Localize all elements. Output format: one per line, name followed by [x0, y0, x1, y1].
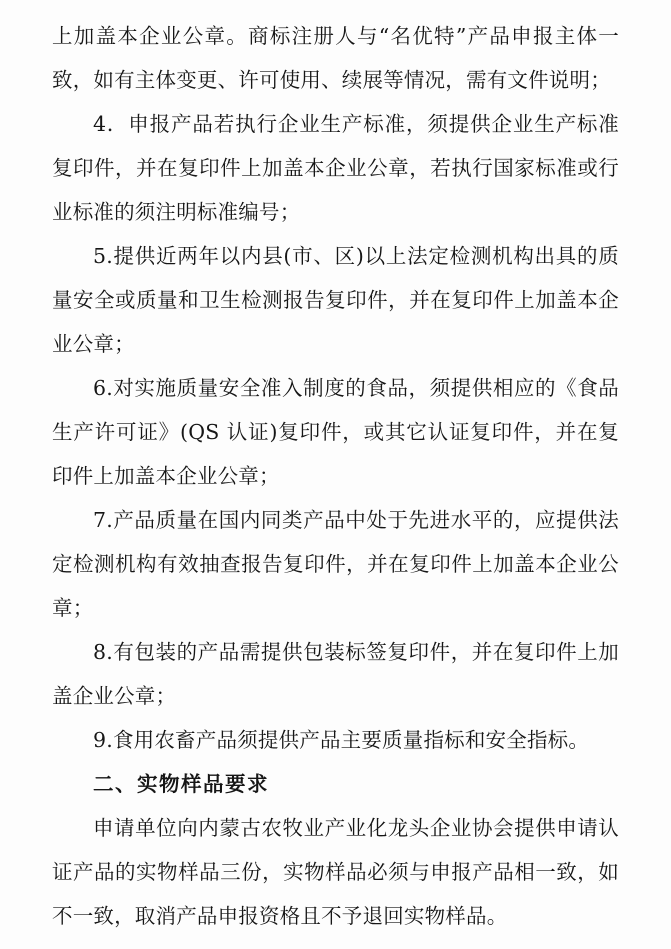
paragraph-item-4: 4．申报产品若执行企业生产标准，须提供企业生产标准复印件，并在复印件上加盖本企业公章，若执行国家标准或行业标准的须注明标准编号；	[52, 112, 619, 224]
paragraph-item-7: 7.产品质量在国内同类产品中处于先进水平的，应提供法定检测机构有效抽查报告复印件，并在复印件上加盖本企业公章；	[52, 508, 619, 620]
paragraph-item-5: 5.提供近两年以内县(市、区)以上法定检测机构出具的质量安全或质量和卫生检测报告复印件，并在复印件上加盖本企业公章；	[52, 244, 619, 356]
paragraph-continued: 上加盖本企业公章。商标注册人与“名优特”产品申报主体一致，如有主体变更、许可使用、续展等情况，需有文件说明；	[52, 24, 619, 92]
paragraph-section-2-body: 申请单位向内蒙古农牧业产业化龙头企业协会提供申请认证产品的实物样品三份，实物样品必须与申报产品相一致，如不一致，取消产品申报资格且不予退回实物样品。	[52, 816, 619, 928]
paragraph-item-9: 9.食用农畜产品须提供产品主要质量指标和安全指标。	[93, 728, 590, 752]
paragraph-item-6: 6.对实施质量安全准入制度的食品，须提供相应的《食品生产许可证》(QS 认证)复印件，或其它认证复印件，并在复印件上加盖本企业公章；	[52, 376, 619, 488]
paragraph-item-8: 8.有包装的产品需提供包装标签复印件，并在复印件上加盖企业公章；	[52, 640, 619, 708]
document-body	[52, 14, 619, 938]
section-heading-2: 二、实物样品要求	[93, 772, 269, 796]
